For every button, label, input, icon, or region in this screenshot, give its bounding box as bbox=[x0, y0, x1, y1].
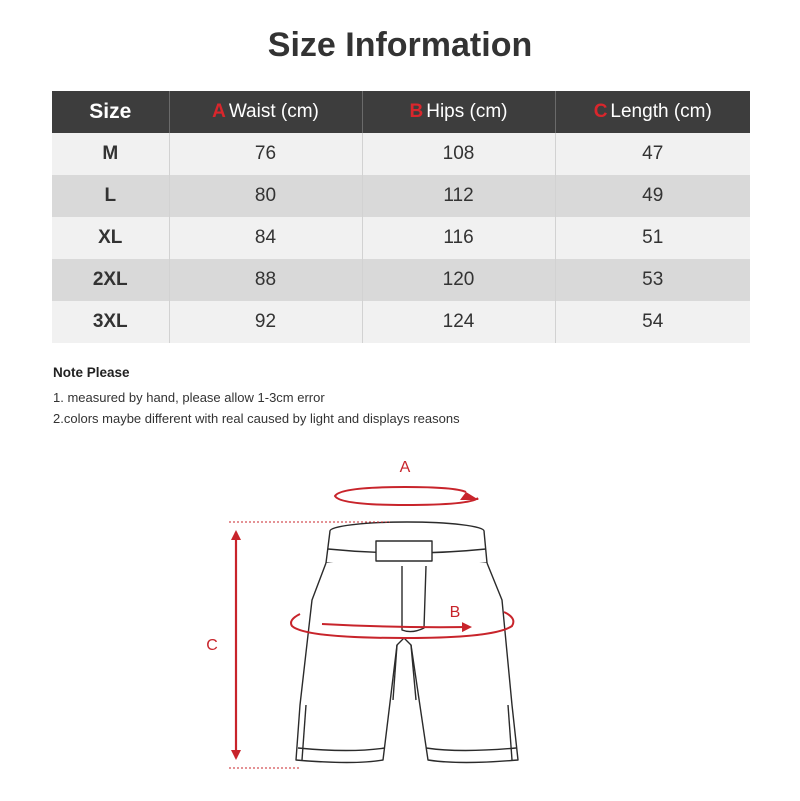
shorts-diagram bbox=[0, 440, 800, 795]
note-title: Note Please bbox=[53, 365, 130, 380]
table-row bbox=[52, 259, 750, 301]
header-letter: B bbox=[409, 101, 424, 122]
hips-cell: 116 bbox=[362, 217, 555, 259]
waist-label: A bbox=[399, 459, 411, 476]
length-cell: 54 bbox=[555, 301, 750, 343]
header-letter: C bbox=[593, 101, 608, 122]
page-title: Size Information bbox=[267, 26, 533, 64]
header-letter: A bbox=[212, 101, 226, 122]
table-row bbox=[52, 301, 750, 343]
waist-cell: 88 bbox=[169, 259, 362, 301]
length-cell: 53 bbox=[555, 259, 750, 301]
table-header-row bbox=[52, 91, 750, 133]
header-waist bbox=[169, 91, 362, 133]
waist-cell: 76 bbox=[169, 133, 362, 175]
length-cell: 49 bbox=[555, 175, 750, 217]
size-cell: L bbox=[52, 175, 169, 217]
size-cell: 3XL bbox=[52, 301, 169, 343]
length-cell: 51 bbox=[555, 217, 750, 259]
waist-cell: 80 bbox=[169, 175, 362, 217]
length-label: C bbox=[206, 637, 218, 654]
hips-cell: 120 bbox=[362, 259, 555, 301]
note-line-1: 1. measured by hand, please allow 1-3cm error bbox=[53, 390, 325, 405]
size-cell: 2XL bbox=[52, 259, 169, 301]
header-label: Length (cm) bbox=[610, 101, 712, 122]
size-cell: M bbox=[52, 133, 169, 175]
table-row bbox=[52, 175, 750, 217]
table-row bbox=[52, 217, 750, 259]
waist-cell: 84 bbox=[169, 217, 362, 259]
length-cell: 47 bbox=[555, 133, 750, 175]
waist-arrow bbox=[335, 487, 479, 505]
hips-cell: 108 bbox=[362, 133, 555, 175]
header-label: Size bbox=[89, 100, 132, 123]
header-label: Waist (cm) bbox=[228, 101, 319, 122]
size-table bbox=[52, 91, 750, 343]
header-length bbox=[555, 91, 750, 133]
hips-cell: 124 bbox=[362, 301, 555, 343]
note-line-2: 2.colors maybe different with real caused by light and displays reasons bbox=[53, 411, 460, 426]
hips-label: B bbox=[449, 604, 461, 621]
hips-cell: 112 bbox=[362, 175, 555, 217]
header-label: Hips (cm) bbox=[426, 101, 508, 122]
size-cell: XL bbox=[52, 217, 169, 259]
header-hips bbox=[362, 91, 555, 133]
header-size bbox=[52, 91, 169, 133]
table-row bbox=[52, 133, 750, 175]
waist-cell: 92 bbox=[169, 301, 362, 343]
shorts-icon bbox=[296, 522, 518, 763]
